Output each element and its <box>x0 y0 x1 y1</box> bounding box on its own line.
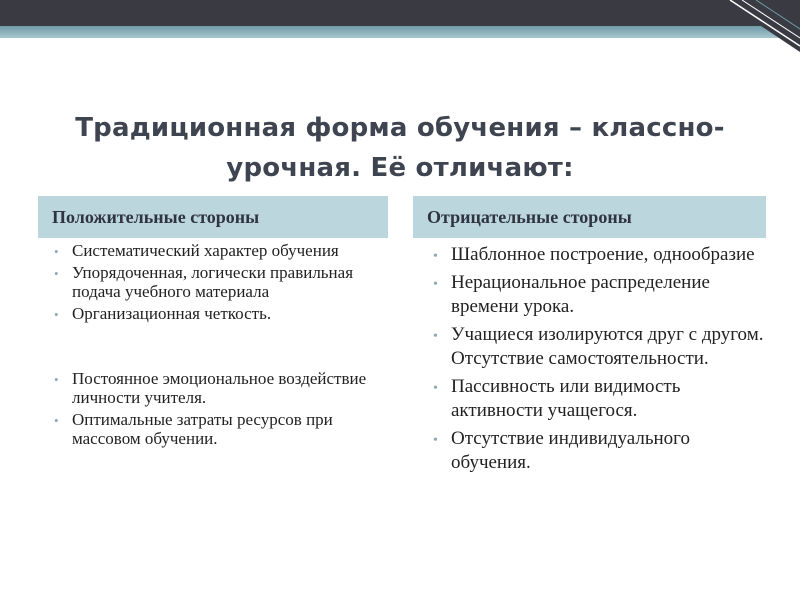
list-item-text: Нерациональное распределение времени урока. <box>451 272 710 317</box>
list-item-text: Отсутствие индивидуального обучения. <box>451 428 690 473</box>
positive-sides-header: Положительные стороны <box>38 196 388 238</box>
list-item <box>54 241 374 260</box>
list-item-text: Учащиеся изолируются друг с другом. Отсутствие самостоятельности. <box>451 324 764 369</box>
list-item-text: Пассивность или видимость активности учащегося. <box>451 376 681 421</box>
list-item-text: Шаблонное построение, однообразие <box>451 244 755 265</box>
list-item <box>54 263 374 301</box>
bullet-icon: • <box>54 413 59 428</box>
list-item <box>54 410 374 448</box>
list-item-text: Постоянное эмоциональное воздействие личности учителя. <box>72 369 367 407</box>
corner-ornament-icon <box>722 0 800 52</box>
list-item <box>433 243 773 267</box>
negative-sides-header: Отрицательные стороны <box>413 196 766 238</box>
list-item <box>54 369 374 407</box>
list-item-text: Организационная четкость. <box>72 304 272 323</box>
list-item-text: Систематический характер обучения <box>72 241 339 260</box>
list-item <box>54 304 374 323</box>
bullet-icon: • <box>433 249 438 264</box>
bullet-icon: • <box>54 372 59 387</box>
list-item <box>433 427 773 475</box>
top-decorative-bar <box>0 0 800 26</box>
bullet-icon: • <box>54 307 59 322</box>
bullet-icon: • <box>54 266 59 281</box>
positive-sides-list <box>54 241 374 451</box>
bullet-icon: • <box>433 433 438 448</box>
bullet-icon: • <box>433 329 438 344</box>
list-item-text: Оптимальные затраты ресурсов при массовом обучении. <box>72 410 333 448</box>
bullet-icon: • <box>433 277 438 292</box>
list-item-text: Упорядоченная, логически правильная подача учебного материала <box>72 263 354 301</box>
list-item <box>433 375 773 423</box>
negative-sides-list <box>433 243 773 479</box>
accent-stripe <box>0 26 800 38</box>
bullet-icon: • <box>433 381 438 396</box>
list-item <box>433 323 773 371</box>
list-item <box>433 271 773 319</box>
slide-title: Традиционная форма обучения – классно-урочная. Её отличают: <box>75 113 725 183</box>
bullet-icon: • <box>54 244 59 259</box>
